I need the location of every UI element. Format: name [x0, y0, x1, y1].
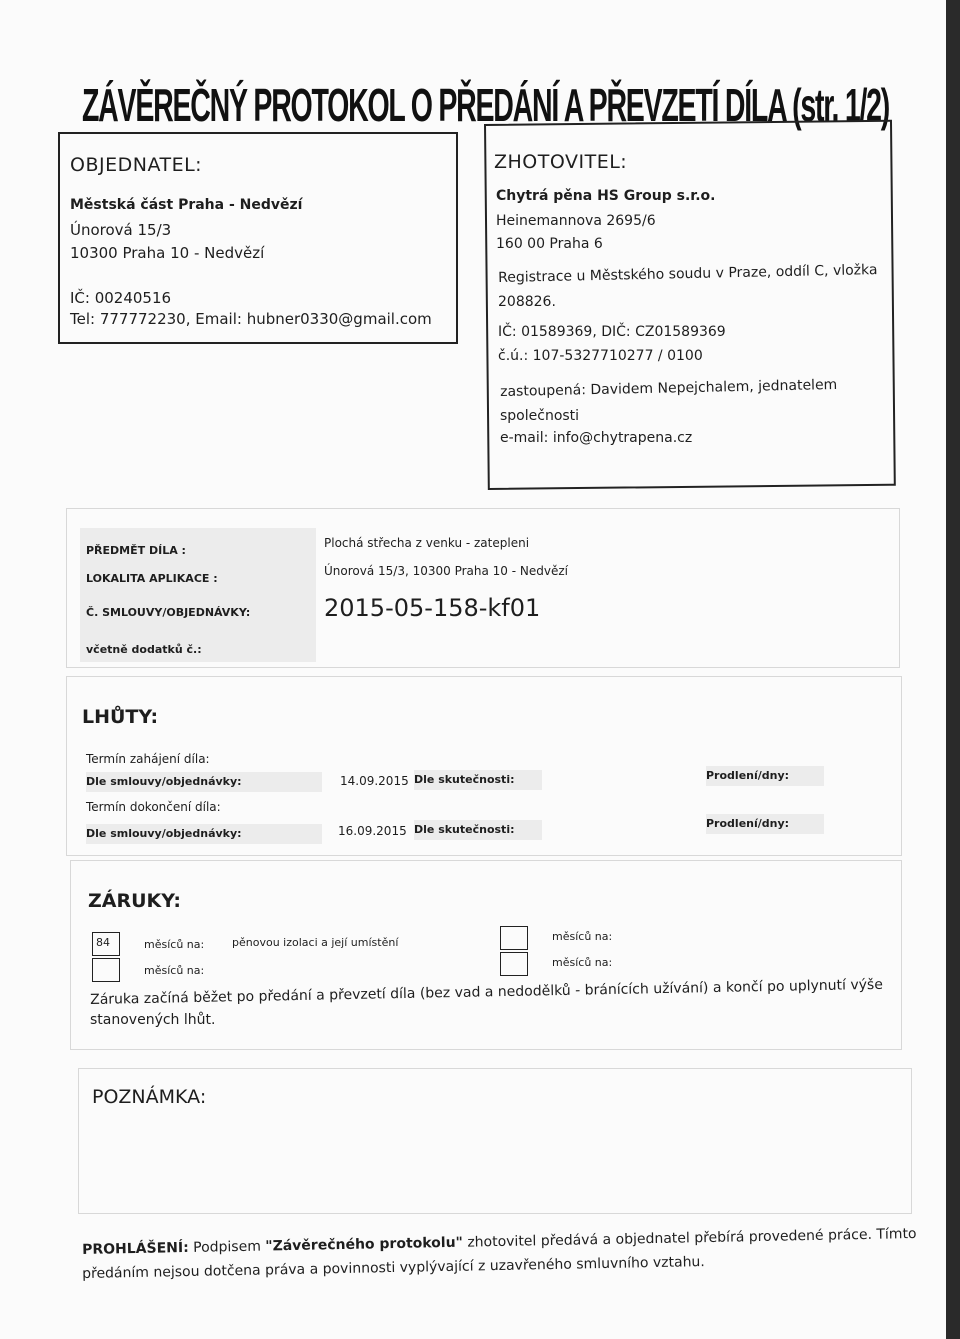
end-contract-label: Dle smlouvy/objednávky:	[86, 824, 322, 844]
warranty-months-label-3: měsíců na:	[552, 930, 613, 943]
zhotovitel-email: e-mail: info@chytrapena.cz	[500, 430, 693, 446]
smlouva-label: Č. SMLOUVY/OBJEDNÁVKY:	[86, 606, 251, 619]
smlouva-value: 2015-05-158-kf01	[324, 594, 541, 622]
warranty-months-box-1[interactable]: 84	[92, 932, 120, 956]
lokalita-value: Únorová 15/3, 10300 Praha 10 - Nedvězí	[324, 564, 568, 578]
scan-edge	[946, 0, 960, 1339]
objednatel-city: 10300 Praha 10 - Nedvězí	[70, 244, 265, 262]
document-title: ZÁVĚREČNÝ PROTOKOL O PŘEDÁNÍ A PŘEVZETÍ DÍLA (str. 1/2)	[82, 79, 890, 131]
dodatky-label: včetně dodatků č.:	[86, 643, 202, 656]
end-label: Termín dokončení díla:	[86, 800, 221, 814]
prohlaseni-text-b: zhotovitel předává a objednatel přebírá provedené práce. Tímto	[462, 1225, 917, 1251]
warranty-months-box-4[interactable]	[500, 952, 528, 976]
end-actual-label: Dle skutečnosti:	[414, 820, 542, 840]
prohlaseni-text-a: Podpisem	[188, 1238, 266, 1256]
zhotovitel-street: Heinemannova 2695/6	[496, 213, 656, 229]
zhotovitel-represented-cont: společnosti	[500, 408, 580, 424]
warranty-subject-1: pěnovou izolaci a její umístění	[232, 936, 399, 949]
zhotovitel-registration-number: 208826.	[498, 294, 556, 310]
zaruky-heading: ZÁRUKY:	[88, 890, 181, 912]
predmet-label: PŘEDMĚT DÍLA :	[86, 544, 186, 557]
start-contract-label: Dle smlouvy/objednávky:	[86, 772, 322, 792]
objednatel-contact: Tel: 777772230, Email: hubner0330@gmail.com	[70, 310, 432, 328]
end-delay-label: Prodlení/dny:	[706, 814, 824, 834]
zhotovitel-ic-dic: IČ: 01589369, DIČ: CZ01589369	[498, 324, 726, 340]
objednatel-ic: IČ: 00240516	[70, 289, 172, 307]
warranty-note: Záruka začíná běžet po předání a převzetí díla (bez vad a nedodělků - bránících užívání) a končí po uplynutí výše	[90, 976, 884, 1008]
end-contract-value: 16.09.2015	[338, 824, 407, 838]
zhotovitel-city: 160 00 Praha 6	[496, 236, 603, 252]
objednatel-street: Únorová 15/3	[70, 221, 172, 239]
warranty-months-label-4: měsíců na:	[552, 956, 613, 969]
zhotovitel-represented: zastoupená: Davidem Nepejchalem, jednatelem	[500, 376, 838, 400]
warranty-months-box-2[interactable]	[92, 958, 120, 982]
prohlaseni-label: PROHLÁŠENÍ:	[82, 1239, 189, 1258]
warranty-months-label-1: měsíců na:	[144, 938, 205, 951]
prohlaseni-bold: "Závěrečného protokolu"	[265, 1234, 464, 1255]
zhotovitel-registration: Registrace u Městského soudu v Praze, oddíl C, vložka	[498, 262, 878, 286]
start-label: Termín zahájení díla:	[86, 752, 210, 766]
warranty-months-label-2: měsíců na:	[144, 964, 205, 977]
prohlaseni-line-1	[82, 1226, 917, 1258]
objednatel-name: Městská část Praha - Nedvězí	[70, 197, 303, 213]
lokalita-label: LOKALITA APLIKACE :	[86, 572, 218, 585]
start-contract-value: 14.09.2015	[340, 774, 409, 788]
zhotovitel-name: Chytrá pěna HS Group s.r.o.	[496, 188, 716, 204]
prohlaseni-line-2: předáním nejsou dotčena práva a povinnosti vyplývající z uzavřeného smluvního vztahu.	[82, 1254, 705, 1282]
lhuty-heading: LHŮTY:	[82, 706, 159, 728]
start-delay-label: Prodlení/dny:	[706, 766, 824, 786]
predmet-value: Plochá střecha z venku - zatepleni	[324, 536, 530, 550]
warranty-note-cont: stanovených lhůt.	[90, 1012, 216, 1028]
warranty-months-box-3[interactable]	[500, 926, 528, 950]
objednatel-heading: OBJEDNATEL:	[70, 154, 203, 176]
start-actual-label: Dle skutečnosti:	[414, 770, 542, 790]
poznamka-heading: POZNÁMKA:	[92, 1086, 207, 1108]
zhotovitel-heading: ZHOTOVITEL:	[494, 151, 628, 173]
zhotovitel-account: č.ú.: 107-5327710277 / 0100	[498, 348, 703, 364]
